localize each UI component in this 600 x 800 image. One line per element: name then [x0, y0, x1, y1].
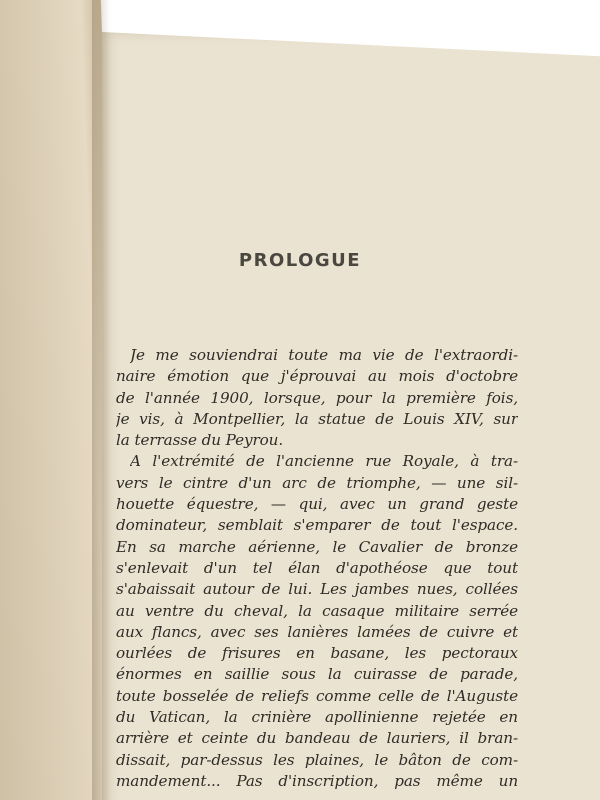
text-line: la terrasse du Peyrou. — [116, 431, 284, 450]
text-line: Je me souviendrai toute ma vie de l'extraordi- — [130, 346, 518, 364]
text-line: En sa marche aérienne, le Cavalier de bronze — [116, 537, 518, 556]
body-text — [116, 345, 518, 792]
text-line: mandement... Pas d'inscription, pas même un — [116, 771, 518, 790]
text-line: dissait, par-dessus les plaines, le bâton de com- — [116, 750, 518, 769]
text-line: A l'extrémité de l'ancienne rue Royale, à tra- — [130, 452, 518, 471]
text-line: arrière et ceinte du bandeau de lauriers, il bran- — [116, 729, 518, 748]
page-gutter-shadow — [92, 0, 110, 800]
text-line: s'abaissait autour de lui. Les jambes nues, collées — [116, 580, 518, 599]
text-line: de l'année 1900, lorsque, pour la première fois, — [116, 388, 518, 407]
text-line: ourlées de frisures en basane, les pectoraux — [116, 644, 518, 663]
text-line: naire émotion que j'éprouvai au mois d'octobre — [116, 367, 518, 386]
text-line: toute bosselée de reliefs comme celle de l'Auguste — [116, 686, 518, 705]
chapter-title: PROLOGUE — [238, 250, 362, 271]
text-line: aux flancs, avec ses lanières lamées de cuivre et — [116, 622, 518, 641]
text-line: vers le cintre d'un arc de triomphe, — une sil- — [116, 473, 518, 492]
text-line: au ventre du cheval, la casaque militaire serrée — [116, 601, 518, 620]
text-line: s'enlevait d'un tel élan d'apothéose que tout — [116, 558, 518, 577]
text-line: je vis, à Montpellier, la statue de Louis XIV, sur — [116, 409, 518, 428]
text-line: houette équestre, — qui, avec un grand geste — [116, 495, 518, 514]
text-line: dominateur, semblait s'emparer de tout l'espace. — [116, 516, 518, 535]
text-line: énormes en saillie sous la cuirasse de parade, — [116, 665, 518, 684]
text-line: du Vatican, la crinière apollinienne rejetée en — [116, 708, 518, 727]
